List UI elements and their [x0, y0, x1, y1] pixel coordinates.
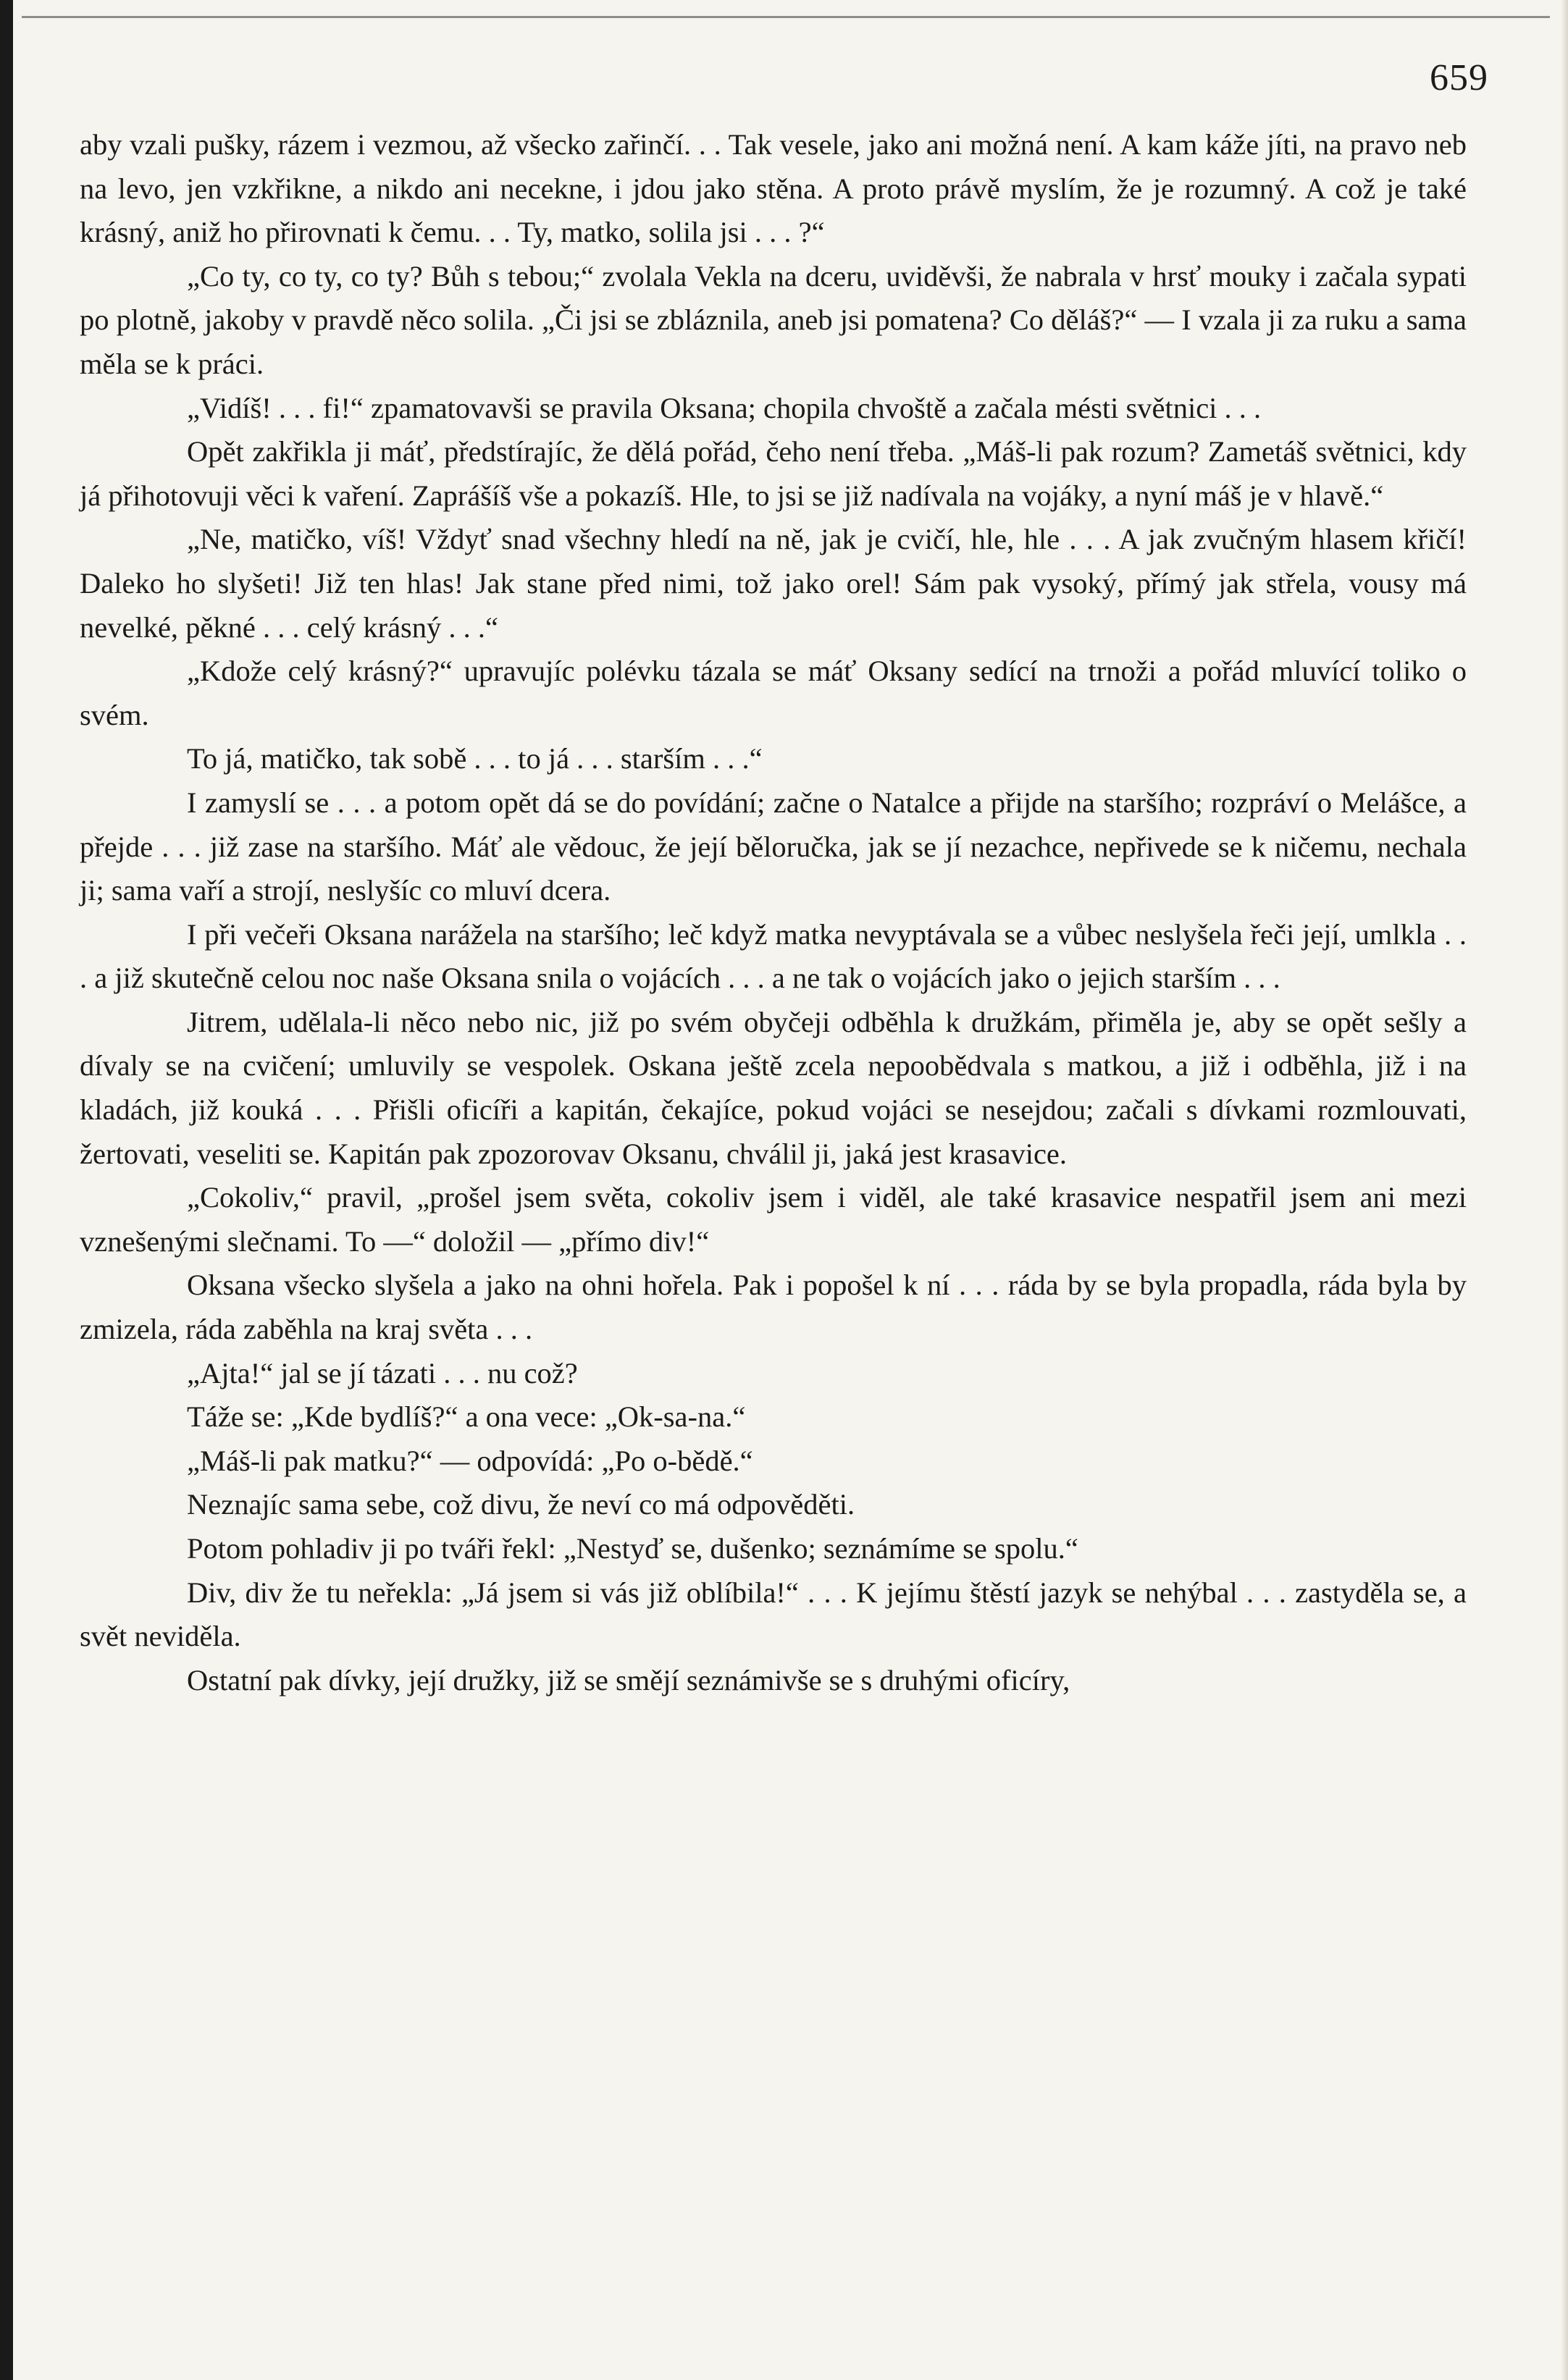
paragraph-5: „Ne, matičko, víš! Vždyť snad všechny hledí na ně, jak je cvičí, hle, hle . . . A jak zvučným hlasem křičí! Daleko ho slyšeti! Již ten hlas! Jak stane před nimi, tož jako orel! Sám pak vysoký, přímý jak střela, vousy má nevelké, pěkné . . . celý krásný . . .“	[80, 523, 1467, 644]
paragraph-17: Potom pohladiv ji po tváři řekl: „Nestyď se, dušenko; seznámíme se spolu.“	[187, 1532, 1078, 1565]
page-top-border	[22, 16, 1550, 18]
paragraph-12: Oksana všecko slyšela a jako na ohni hořela. Pak i popošel k ní . . . ráda by se byla propadla, ráda byla by zmizela, ráda zaběhla na kraj světa . . .	[80, 1269, 1467, 1346]
paragraph-16: Neznajíc sama sebe, což divu, že neví co má odpověděti.	[187, 1488, 855, 1521]
paragraph-10: Jitrem, udělala-li něco nebo nic, již po svém obyčeji odběhla k družkám, přiměla je, aby se opět sešly a dívaly se na cvičení; umluvily se vespolek. Oskana ještě zcela nepoobědvala s matkou, a již i odběhla, již i na kladách, již kouká . . . Přišli oficíři a kapitán, čekajíce, pokud vojáci se nesejdou; začali s dívkami rozmlouvati, žertovati, veseliti se. Kapitán pak zpozorovav Oksanu, chválil ji, jaká jest krasavice.	[80, 1005, 1467, 1170]
scan-edge-right	[1561, 0, 1568, 2380]
paragraph-19: Ostatní pak dívky, její družky, již se smějí seznámivše se s druhými oficíry,	[187, 1663, 1070, 1696]
paragraph-8: I zamyslí se . . . a potom opět dá se do povídání; začne o Natalce a přijde na staršího; rozpráví o Melášce, a přejde . . . již zase na staršího. Máť ale vědouc, že její běloručka, jak se jí nezachce, nepřivede se k ničemu, nechala ji; sama vaří a strojí, neslyšíc co mluví dcera.	[80, 786, 1467, 907]
paragraph-9: I při večeři Oksana narážela na staršího; leč když matka nevyptávala se a vůbec neslyšela řeči její, umlkla . . . a již skutečně celou noc naše Oksana snila o vojácích . . . a ne tak o vojácích jako o jejich starším . . .	[80, 917, 1467, 995]
paragraph-1: aby vzali pušky, rázem i vezmou, až všecko zařinčí. . . Tak vesele, jako ani možná není. A kam káže jíti, na pravo neb na levo, jen vzkřikne, a nikdo ani necekne, i jdou jako stěna. A proto právě myslím, že je rozumný. A což je také krásný, aniž ho přirovnati k čemu. . . Ty, matko, solila jsi . . . ?“	[80, 128, 1467, 249]
paragraph-13: „Ajta!“ jal se jí tázati . . . nu což?	[187, 1356, 578, 1389]
paragraph-6: „Kdože celý krásný?“ upravujíc polévku tázala se máť Oksany sedící na trnoži a pořád mluvící toliko o svém.	[80, 655, 1467, 731]
paragraph-2: „Co ty, co ty, co ty? Bůh s tebou;“ zvolala Vekla na dceru, uviděvši, že nabrala v hrsť mouky i začala sypati po plotně, jakoby v pravdě něco solila. „Či jsi se zbláznila, aneb jsi pomatena? Co děláš?“ — I vzala ji za ruku a sama měla se k práci.	[80, 259, 1467, 380]
paragraph-11: „Cokoliv,“ pravil, „prošel jsem světa, cokoliv jsem i viděl, ale také krasavice nespatřil jsem ani mezi vznešenými slečnami. To —“ doložil — „přímo div!“	[80, 1181, 1467, 1258]
paragraph-15: „Máš-li pak matku?“ — odpovídá: „Po o-bědě.“	[187, 1444, 753, 1477]
paragraph-4: Opět zakřikla ji máť, předstírajíc, že dělá pořád, čeho není třeba. „Máš-li pak rozum? Zametáš světnici, kdy já přihotovuji věci k vaření. Zaprášíš vše a pokazíš. Hle, to jsi se již nadívala na vojáky, a nyní máš je v hlavě.“	[80, 435, 1467, 512]
paragraph-3: „Vidíš! . . . fi!“ zpamatovavši se pravila Oksana; chopila chvoště a začala mésti světnici . . .	[187, 391, 1262, 424]
paragraph-18: Div, div že tu neřekla: „Já jsem si vás již oblíbila!“ . . . K jejímu štěstí jazyk se nehýbal . . . zastyděla se, a svět neviděla.	[80, 1576, 1467, 1653]
scan-edge-left	[0, 0, 13, 2380]
page-number: 659	[1430, 57, 1488, 98]
body-text	[80, 123, 1467, 1702]
paragraph-7: To já, matičko, tak sobě . . . to já . . . starším . . .“	[187, 742, 763, 775]
paragraph-14: Táže se: „Kde bydlíš?“ a ona vece: „Ok-sa-na.“	[187, 1400, 746, 1434]
